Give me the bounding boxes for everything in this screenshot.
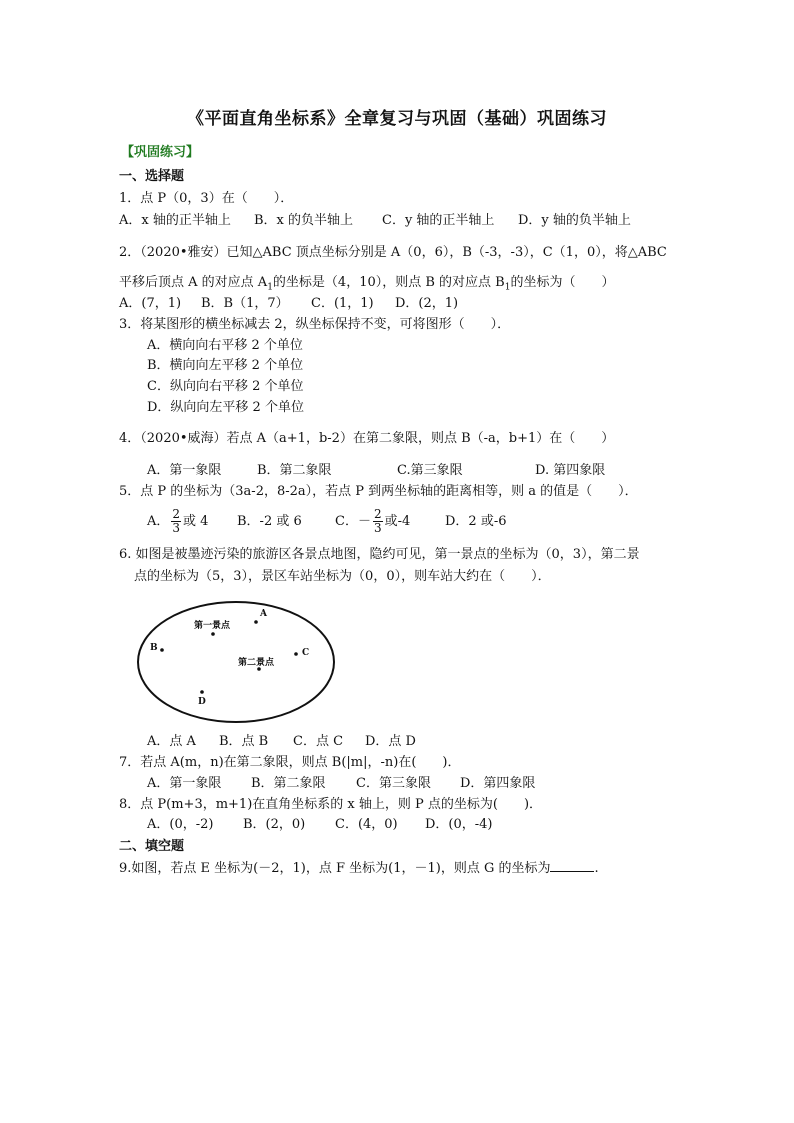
q6-option-b: B．点 B xyxy=(219,734,269,749)
q8-option-d: D．(0，-4) xyxy=(425,817,493,832)
question-7-stem: 7．若点 A(m，n)在第二象限，则点 B(|m|，-n)在( )． xyxy=(119,755,461,770)
part-one-heading: 一、选择题 xyxy=(119,169,185,184)
q2-option-d: D．(2，1) xyxy=(395,296,459,311)
question-2-options xyxy=(119,295,458,313)
q3-option-d: D．纵向向左平移 2 个单位 xyxy=(147,400,304,415)
label-point-b: B xyxy=(150,643,158,653)
part-two-heading: 二、填空题 xyxy=(119,839,185,854)
q5-a-frac-num: 2 xyxy=(172,507,181,521)
q1-option-a: A．x 轴的正半轴上 xyxy=(119,213,231,228)
point-a-dot xyxy=(254,620,258,624)
q4-option-a: A．第一象限 xyxy=(147,463,222,478)
question-8-stem: 8．点 P(m+3，m+1)在直角坐标系的 x 轴上，则 P 点的坐标为( )． xyxy=(119,797,543,812)
q5-option-b: B．-2 或 6 xyxy=(237,514,302,529)
q7-option-c: C．第三象限 xyxy=(356,776,431,791)
q6-option-d: D．点 D xyxy=(365,734,416,749)
question-6-stem-line2: 点的坐标为（5，3），景区车站坐标为（0，0），则车站大约在（ ）． xyxy=(134,569,551,584)
question-5-stem: 5．点 P 的坐标为（3a-2，8-2a），若点 P 到两坐标轴的距离相等，则 a 的值是（ ）． xyxy=(119,484,638,499)
q5-a-frac-den: 3 xyxy=(172,521,181,535)
q1-option-b: B．x 的负半轴上 xyxy=(254,213,354,228)
q1-option-c: C．y 轴的正半轴上 xyxy=(382,213,495,228)
page-title: 《平面直角坐标系》全章复习与巩固（基础）巩固练习 xyxy=(187,109,607,129)
q5-option-c xyxy=(335,507,445,537)
q4-option-b: B．第二象限 xyxy=(257,463,332,478)
q9-answer-blank[interactable] xyxy=(550,859,594,872)
q5-a-fraction xyxy=(171,508,181,535)
q5-a-suffix: 或 4 xyxy=(183,514,209,529)
question-3-stem: 3．将某图形的横坐标减去 2，纵坐标保持不变，可将图形（ ）． xyxy=(119,317,511,332)
q5-option-d: D．2 或-6 xyxy=(445,514,507,529)
q3-option-a: A．横向向右平移 2 个单位 xyxy=(147,338,303,353)
point-b-dot xyxy=(160,648,164,652)
label-point-c: C xyxy=(302,648,310,658)
point-c-dot xyxy=(294,652,298,656)
q7-option-b: B．第二象限 xyxy=(251,776,326,791)
q2-option-b: B．B（1，7） xyxy=(201,296,289,311)
q6-option-a: A．点 A xyxy=(147,734,196,749)
q9-end: . xyxy=(594,861,599,876)
label-first-scenic: 第一景点 xyxy=(194,621,231,631)
map-ellipse xyxy=(138,602,334,722)
question-4-stem: 4．（2020•威海）若点 A（a+1，b-2）在第二象限，则点 B（-a，b+1）在（ ） xyxy=(119,431,615,446)
question-7-options xyxy=(147,775,535,793)
q4-option-d: D. 第四象限 xyxy=(535,463,606,478)
scenic-map-figure xyxy=(136,600,336,724)
q4-option-c: C.第三象限 xyxy=(397,463,463,478)
q5-option-a xyxy=(147,507,237,537)
q5-c-fraction xyxy=(373,508,383,535)
q2-sub-1: 1 xyxy=(267,282,273,293)
q6-option-c: C．点 C xyxy=(293,734,344,749)
q2-text-a: 平移后顶点 A 的对应点 A xyxy=(119,275,268,290)
q5-c-suffix: 或-4 xyxy=(384,514,411,529)
question-2-stem-line1: 2．（2020•雅安）已知△ABC 顶点坐标分别是 A（0，6），B（-3，-3），C（1，0），将△ABC xyxy=(119,245,667,260)
q3-option-c: C．纵向向右平移 2 个单位 xyxy=(147,379,304,394)
section-label: 【巩固练习】 xyxy=(121,145,200,160)
q5-c-frac-den: 3 xyxy=(373,521,382,535)
label-point-d: D xyxy=(198,697,206,707)
map-ellipse-svg xyxy=(136,600,336,724)
question-9-stem xyxy=(119,859,599,878)
label-point-a: A xyxy=(260,609,267,619)
q5-a-prefix: A． xyxy=(147,514,170,529)
q1-option-d: D．y 轴的负半轴上 xyxy=(518,213,631,228)
q8-option-a: A．(0，-2) xyxy=(147,817,214,832)
q2-option-a: A．(7，1) xyxy=(119,296,182,311)
question-6-stem-line1: 6. 如图是被墨迹污染的旅游区各景点地图，隐约可见，第一景点的坐标为（0，3），第二景 xyxy=(119,547,640,562)
question-4-options xyxy=(147,462,605,480)
question-6-options xyxy=(147,733,416,751)
q2-option-c: C．(1，1) xyxy=(311,296,374,311)
q8-option-c: C．(4，0) xyxy=(335,817,398,832)
question-8-options xyxy=(147,816,493,834)
q7-option-a: A．第一象限 xyxy=(147,776,222,791)
question-1-stem: 1．点 P（0，3）在（ ）． xyxy=(119,191,294,206)
label-second-scenic: 第二景点 xyxy=(238,658,275,668)
q8-option-b: B．(2，0) xyxy=(243,817,306,832)
question-1-options xyxy=(119,212,631,230)
q2-text-b: 的坐标是（4，10），则点 B 的对应点 B xyxy=(272,275,505,290)
question-5-options xyxy=(147,507,507,537)
point-d-dot xyxy=(200,690,204,694)
q5-c-frac-num: 2 xyxy=(373,507,382,521)
question-2-stem-line2 xyxy=(119,274,615,297)
q2-text-c: 的坐标为（ ） xyxy=(510,275,615,290)
q3-option-b: B．横向向左平移 2 个单位 xyxy=(147,358,304,373)
q2-sub-2: 1 xyxy=(504,282,511,293)
q7-option-d: D．第四象限 xyxy=(460,776,536,791)
q9-text: 9.如图，若点 E 坐标为(－2，1)，点 F 坐标为(1，－1)，则点 G 的坐标为 xyxy=(119,861,551,876)
q5-c-prefix: C．－ xyxy=(335,514,371,529)
first-scenic-dot xyxy=(211,632,215,636)
